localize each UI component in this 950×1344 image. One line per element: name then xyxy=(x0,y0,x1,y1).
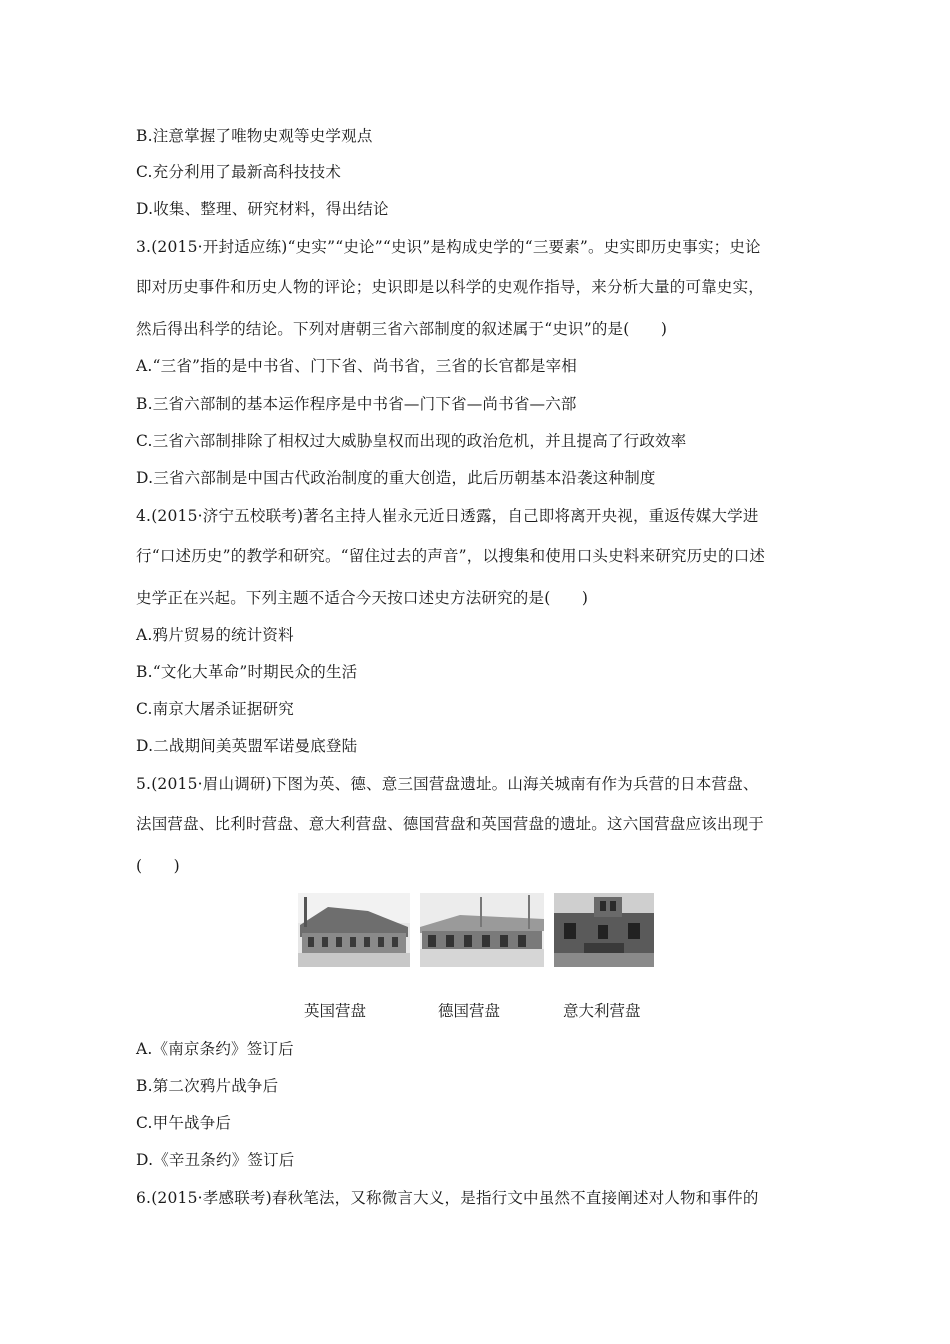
option-c-q4: C.南京大屠杀证据研究 xyxy=(136,700,294,718)
option-b-q2: B.注意掌握了唯物史观等史学观点 xyxy=(136,127,373,145)
italian-camp-photo xyxy=(554,893,654,967)
option-b-q4: B.“文化大革命”时期民众的生活 xyxy=(136,663,358,681)
camp-photos xyxy=(0,893,950,973)
option-c-q5: C.甲午战争后 xyxy=(136,1114,232,1132)
option-b-q3: B.三省六部制的基本运作程序是中书省—门下省—尚书省—六部 xyxy=(136,395,577,413)
question-5-line-3: ( ) xyxy=(136,857,180,875)
question-4-line-3: 史学正在兴起。下列主题不适合今天按口述史方法研究的是( ) xyxy=(136,589,589,607)
caption-german-camp: 德国营盘 xyxy=(438,1002,501,1020)
option-d-q2: D.收集、整理、研究材料，得出结论 xyxy=(136,200,389,218)
option-b-q5: B.第二次鸦片战争后 xyxy=(136,1077,279,1095)
option-a-q4: A.鸦片贸易的统计资料 xyxy=(136,626,294,644)
question-3-line-1: 3.(2015·开封适应练)“史实”“史论”“史识”是构成史学的“三要素”。史实即历史事实；史论 xyxy=(136,238,761,256)
question-3-line-2: 即对历史事件和历史人物的评论；史识即是以科学的史观作指导，来分析大量的可靠史实， xyxy=(136,278,765,296)
british-camp-photo xyxy=(298,893,410,967)
question-5-line-1: 5.(2015·眉山调研)下图为英、德、意三国营盘遗址。山海关城南有作为兵营的日本营盘、 xyxy=(136,775,759,793)
option-d-q5: D.《辛丑条约》签订后 xyxy=(136,1151,295,1169)
german-camp-photo xyxy=(420,893,544,967)
option-c-q3: C.三省六部制排除了相权过大威胁皇权而出现的政治危机，并且提高了行政效率 xyxy=(136,432,687,450)
question-5-line-2: 法国营盘、比利时营盘、意大利营盘、德国营盘和英国营盘的遗址。这六国营盘应该出现于 xyxy=(136,815,765,833)
option-a-q5: A.《南京条约》签订后 xyxy=(136,1040,294,1058)
option-d-q3: D.三省六部制是中国古代政治制度的重大创造，此后历朝基本沿袭这种制度 xyxy=(136,469,656,487)
question-6-line-1: 6.(2015·孝感联考)春秋笔法，又称微言大义，是指行文中虽然不直接阐述对人物和事件的 xyxy=(136,1189,759,1207)
option-a-q3: A.“三省”指的是中书省、门下省、尚书省，三省的长官都是宰相 xyxy=(136,357,577,375)
option-d-q4: D.二战期间美英盟军诺曼底登陆 xyxy=(136,737,358,755)
question-4-line-1: 4.(2015·济宁五校联考)著名主持人崔永元近日透露，自己即将离开央视，重返传媒大学进 xyxy=(136,507,759,525)
question-3-line-3: 然后得出科学的结论。下列对唐朝三省六部制度的叙述属于“史识”的是( ) xyxy=(136,320,668,338)
caption-italian-camp: 意大利营盘 xyxy=(563,1002,641,1020)
question-4-line-2: 行“口述历史”的教学和研究。“留住过去的声音”，以搜集和使用口头史料来研究历史的口述 xyxy=(136,547,766,565)
caption-british-camp: 英国营盘 xyxy=(304,1002,367,1020)
option-c-q2: C.充分利用了最新高科技技术 xyxy=(136,163,342,181)
